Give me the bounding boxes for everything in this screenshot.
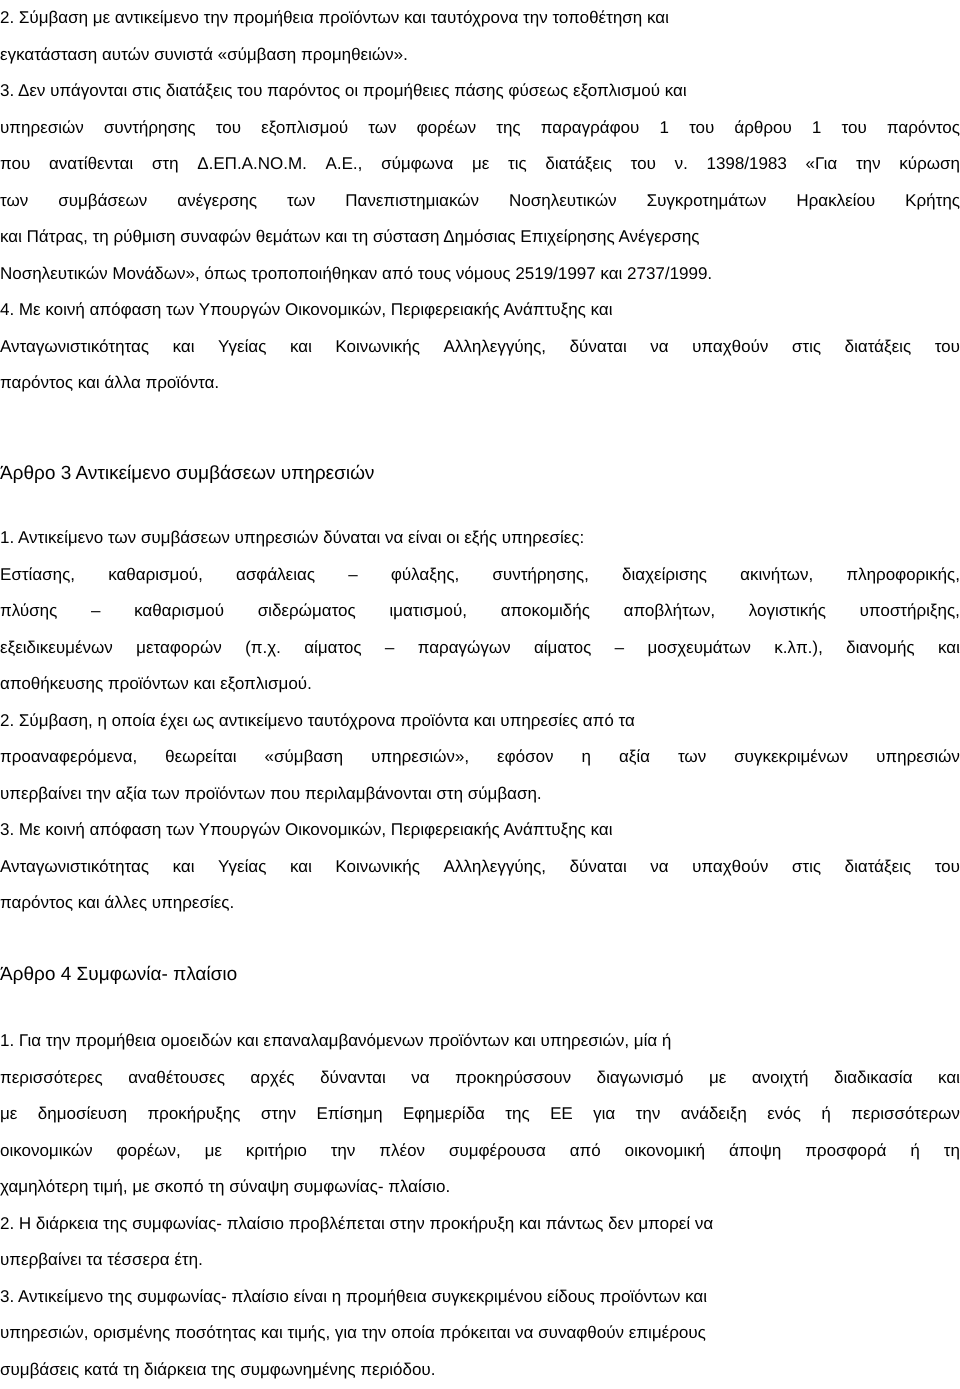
text-line: παρόντος και άλλες υπηρεσίες. <box>0 893 235 912</box>
text-line <box>0 183 960 220</box>
text-line: 3. Δεν υπάγονται στις διατάξεις του παρόντος οι προμήθειες πάσης φύσεως εξοπλισμού και <box>0 81 687 100</box>
word: καθαρισμού, <box>108 564 203 584</box>
word: 1398/1983 <box>706 154 787 173</box>
word: διαδικασία <box>834 1067 913 1087</box>
word: Πανεπιστημιακών <box>345 190 480 210</box>
word: τις <box>508 154 527 173</box>
word: υπηρεσιών <box>0 117 84 137</box>
word: συγκεκριμένων <box>734 747 849 766</box>
word: δύναται <box>569 336 627 356</box>
word: στην <box>260 1104 297 1123</box>
word: προκήρυξης <box>147 1104 241 1123</box>
word: Επίσημη <box>316 1104 383 1123</box>
word: 1 <box>811 117 822 137</box>
word: υπαχθούν <box>692 856 769 876</box>
word: Α.Ε., <box>325 154 363 173</box>
word: κριτήριο <box>245 1140 307 1160</box>
word: Εστίασης, <box>0 564 76 584</box>
word: για <box>593 1104 616 1123</box>
word: δύνανται <box>320 1067 386 1087</box>
word: λογιστικής <box>748 601 826 620</box>
word: να <box>650 336 669 356</box>
word: πλέον <box>379 1140 426 1160</box>
word: Αλληλεγγύης, <box>443 856 547 876</box>
word: ανέγερσης <box>177 190 258 210</box>
word: σιδερώματος <box>257 601 356 620</box>
word: «σύμβαση <box>264 747 344 766</box>
word: ν. <box>674 154 688 173</box>
word: περισσότερων <box>851 1104 960 1123</box>
word: των <box>368 117 397 137</box>
text-line: 1. Για την προμήθεια ομοειδών και επαναλαμβανόμενων προϊόντων και υπηρεσιών, μία ή <box>0 1031 672 1050</box>
word: διατάξεις <box>844 856 912 876</box>
word: παραγράφου <box>540 117 640 137</box>
text-line: χαμηλότερη τιμή, με σκοπό τη σύναψη συμφωνίας- πλαίσιο. <box>0 1177 451 1196</box>
word: Υγείας <box>218 336 267 356</box>
word: της <box>505 1104 530 1123</box>
text-line: 2. Σύμβαση με αντικείμενο την προμήθεια προϊόντων και ταυτόχρονα την τοποθέτηση και <box>0 8 669 27</box>
article-3-text <box>0 520 960 922</box>
word: φορέων, <box>116 1140 181 1160</box>
word: ή <box>910 1140 920 1160</box>
word: πληροφορικής, <box>846 564 960 584</box>
word: από <box>569 1140 601 1160</box>
word: δημοσίευση <box>37 1104 128 1123</box>
word: Υγείας <box>218 856 267 876</box>
text-line <box>0 329 960 366</box>
word: να <box>411 1067 430 1087</box>
word: ανατίθενται <box>48 154 134 173</box>
word: Κοινωνικής <box>335 336 420 356</box>
word: οικονομική <box>624 1140 706 1160</box>
word: (π.χ. <box>245 637 281 657</box>
word: ανοιχτή <box>751 1067 809 1087</box>
text-line <box>0 849 960 886</box>
word: με <box>0 1104 18 1123</box>
word: η <box>581 747 591 766</box>
text-line <box>0 110 960 147</box>
word: δύναται <box>569 856 627 876</box>
word: Κοινωνικής <box>335 856 420 876</box>
word: του <box>841 117 867 137</box>
word: συντήρησης, <box>492 564 589 584</box>
word: στις <box>791 336 822 356</box>
word: άποψη <box>728 1140 782 1160</box>
word: περισσότερες <box>0 1067 103 1087</box>
text-line: 1. Αντικείμενο των συμβάσεων υπηρεσιών δύναται να είναι οι εξής υπηρεσίες: <box>0 528 585 547</box>
word: – <box>90 601 101 620</box>
word: ή <box>821 1104 831 1123</box>
word: την <box>330 1140 356 1160</box>
word: με <box>471 154 490 173</box>
word: διανομής <box>846 637 915 657</box>
word: Νοσηλευτικών <box>509 190 617 210</box>
word: συμφέρουσα <box>448 1140 546 1160</box>
word: και <box>289 856 312 876</box>
word: εξοπλισμού <box>261 117 349 137</box>
article-2-text <box>0 0 960 402</box>
text-line <box>0 146 960 183</box>
word: της <box>496 117 521 137</box>
word: συμβάσεων <box>58 190 148 210</box>
word: ΕΕ <box>550 1104 573 1123</box>
word: Ανταγωνιστικότητας <box>0 856 150 876</box>
word: ασφάλειας <box>235 564 316 584</box>
article-3-heading: Άρθρο 3 Αντικείμενο συμβάσεων υπηρεσιών <box>0 463 375 484</box>
word: Ανταγωνιστικότητας <box>0 336 150 356</box>
word: Εφημερίδα <box>402 1104 485 1123</box>
word: Δ.ΕΠ.Α.ΝΟ.Μ. <box>197 154 307 173</box>
word: των <box>677 747 707 766</box>
word: προσφορά <box>805 1140 887 1160</box>
word: υπαχθούν <box>692 336 769 356</box>
word: Ηρακλείου <box>796 190 876 210</box>
text-line: και Πάτρας, τη ρύθμιση συναφών θεμάτων και τη σύσταση Δημόσιας Επιχείρησης Ανέγερσης <box>0 227 700 246</box>
text-line: 3. Με κοινή απόφαση των Υπουργών Οικονομικών, Περιφερειακής Ανάπτυξης και <box>0 820 613 839</box>
word: υπηρεσιών <box>876 747 960 766</box>
word: κ.λπ.), <box>774 637 823 657</box>
word: οικονομικών <box>0 1140 93 1160</box>
text-line: αποθήκευσης προϊόντων και εξοπλισμού. <box>0 674 312 693</box>
word: συντήρησης <box>103 117 196 137</box>
word: αρχές <box>250 1067 295 1087</box>
word: να <box>650 856 669 876</box>
word: την <box>635 1104 661 1123</box>
text-line: 2. Η διάρκεια της συμφωνίας- πλαίσιο προβλέπεται στην προκήρυξη και πάντως δεν μπορεί να <box>0 1213 714 1233</box>
word: προαναφερόμενα, <box>0 747 138 766</box>
text-line: εγκατάσταση αυτών συνιστά «σύμβαση προμηθειών». <box>0 44 408 64</box>
word: την <box>855 154 881 173</box>
word: – <box>348 564 358 584</box>
word: και <box>938 1067 960 1087</box>
text-line: 2. Σύμβαση, η οποία έχει ως αντικείμενο ταυτόχρονα προϊόντα και υπηρεσίες από τα <box>0 710 635 730</box>
text-line <box>0 1133 960 1170</box>
word: και <box>289 336 312 356</box>
text-line: 3. Αντικείμενο της συμφωνίας- πλαίσιο είναι η προμήθεια συγκεκριμένου είδους προϊόντων και <box>0 1286 707 1306</box>
article-4-text <box>0 1023 960 1388</box>
word: κύρωση <box>899 154 960 173</box>
word: «Για <box>805 154 838 173</box>
text-line <box>0 630 960 667</box>
word: παραγώγων <box>417 637 511 657</box>
word: με <box>204 1140 222 1160</box>
text-line: 4. Με κοινή απόφαση των Υπουργών Οικονομικών, Περιφερειακής Ανάπτυξης και <box>0 300 613 319</box>
word: εξειδικευμένων <box>0 637 113 657</box>
word: ανάδειξη <box>680 1104 747 1123</box>
text-line: συμβάσεις κατά τη διάρκεια της συμφωνημένης περιόδου. <box>0 1359 436 1379</box>
text-line: παρόντος και άλλα προϊόντα. <box>0 373 220 392</box>
word: προκηρύσσουν <box>455 1067 572 1087</box>
word: – <box>384 637 395 657</box>
word: – <box>614 637 625 657</box>
word: του <box>689 117 715 137</box>
word: διατάξεις <box>545 154 612 173</box>
word: ιματισμού, <box>389 601 468 620</box>
word: αίματος <box>533 637 592 657</box>
word: και <box>172 856 195 876</box>
word: του <box>630 154 656 173</box>
word: τη <box>943 1140 960 1160</box>
word: που <box>0 154 31 173</box>
word: ακινήτων, <box>740 564 814 584</box>
word: Αλληλεγγύης, <box>443 336 547 356</box>
word: εφόσον <box>497 747 554 766</box>
word: στη <box>151 154 179 173</box>
word: φορέων <box>416 117 477 137</box>
word: του <box>215 117 241 137</box>
word: φύλαξης, <box>390 564 460 584</box>
text-line: Νοσηλευτικών Μονάδων», όπως τροποποιήθηκαν από τους νόμους 2519/1997 και 2737/1999. <box>0 263 713 283</box>
word: διατάξεις <box>844 336 912 356</box>
word: 1 <box>659 117 669 137</box>
word: αναθέτουσες <box>128 1067 225 1087</box>
word: θεωρείται <box>165 747 237 766</box>
word: σύμφωνα <box>381 154 454 173</box>
word: Κρήτης <box>905 190 960 210</box>
text-line: υπηρεσιών, ορισμένης ποσότητας και τιμής, για την οποία πρόκειται να συναφθούν επιμέρους <box>0 1323 706 1342</box>
text-line <box>0 593 960 630</box>
text-line <box>0 739 960 776</box>
word: και <box>937 637 960 657</box>
word: διαχείρισης <box>622 564 707 584</box>
word: πλύσης <box>0 601 58 620</box>
word: διαγωνισμό <box>596 1067 684 1087</box>
text-line <box>0 1096 960 1133</box>
word: αξία <box>618 747 650 766</box>
word: με <box>708 1067 727 1087</box>
word: του <box>934 336 960 356</box>
word: υποστήριξης, <box>859 601 960 620</box>
text-line: υπερβαίνει την αξία των προϊόντων που περιλαμβάνονται στη σύμβαση. <box>0 783 542 803</box>
word: μοσχευμάτων <box>647 637 751 657</box>
word: Συγκροτημάτων <box>646 190 767 210</box>
text-line <box>0 557 960 594</box>
article-4-heading: Άρθρο 4 Συμφωνία- πλαίσιο <box>0 964 238 985</box>
word: των <box>0 190 29 210</box>
word: αποκομιδής <box>500 601 590 620</box>
word: αποβλήτων, <box>623 601 716 620</box>
word: καθαρισμού <box>134 601 224 620</box>
word: ενός <box>767 1104 801 1123</box>
word: άρθρου <box>734 117 792 137</box>
word: και <box>172 336 195 356</box>
text-line: υπερβαίνει τα τέσσερα έτη. <box>0 1250 203 1269</box>
word: παρόντος <box>886 117 960 137</box>
word: μεταφορών <box>136 637 222 657</box>
word: υπηρεσιών», <box>371 747 470 766</box>
word: αίματος <box>304 637 362 657</box>
text-line <box>0 1060 960 1097</box>
word: στις <box>791 856 822 876</box>
word: των <box>287 190 316 210</box>
word: του <box>934 856 960 876</box>
